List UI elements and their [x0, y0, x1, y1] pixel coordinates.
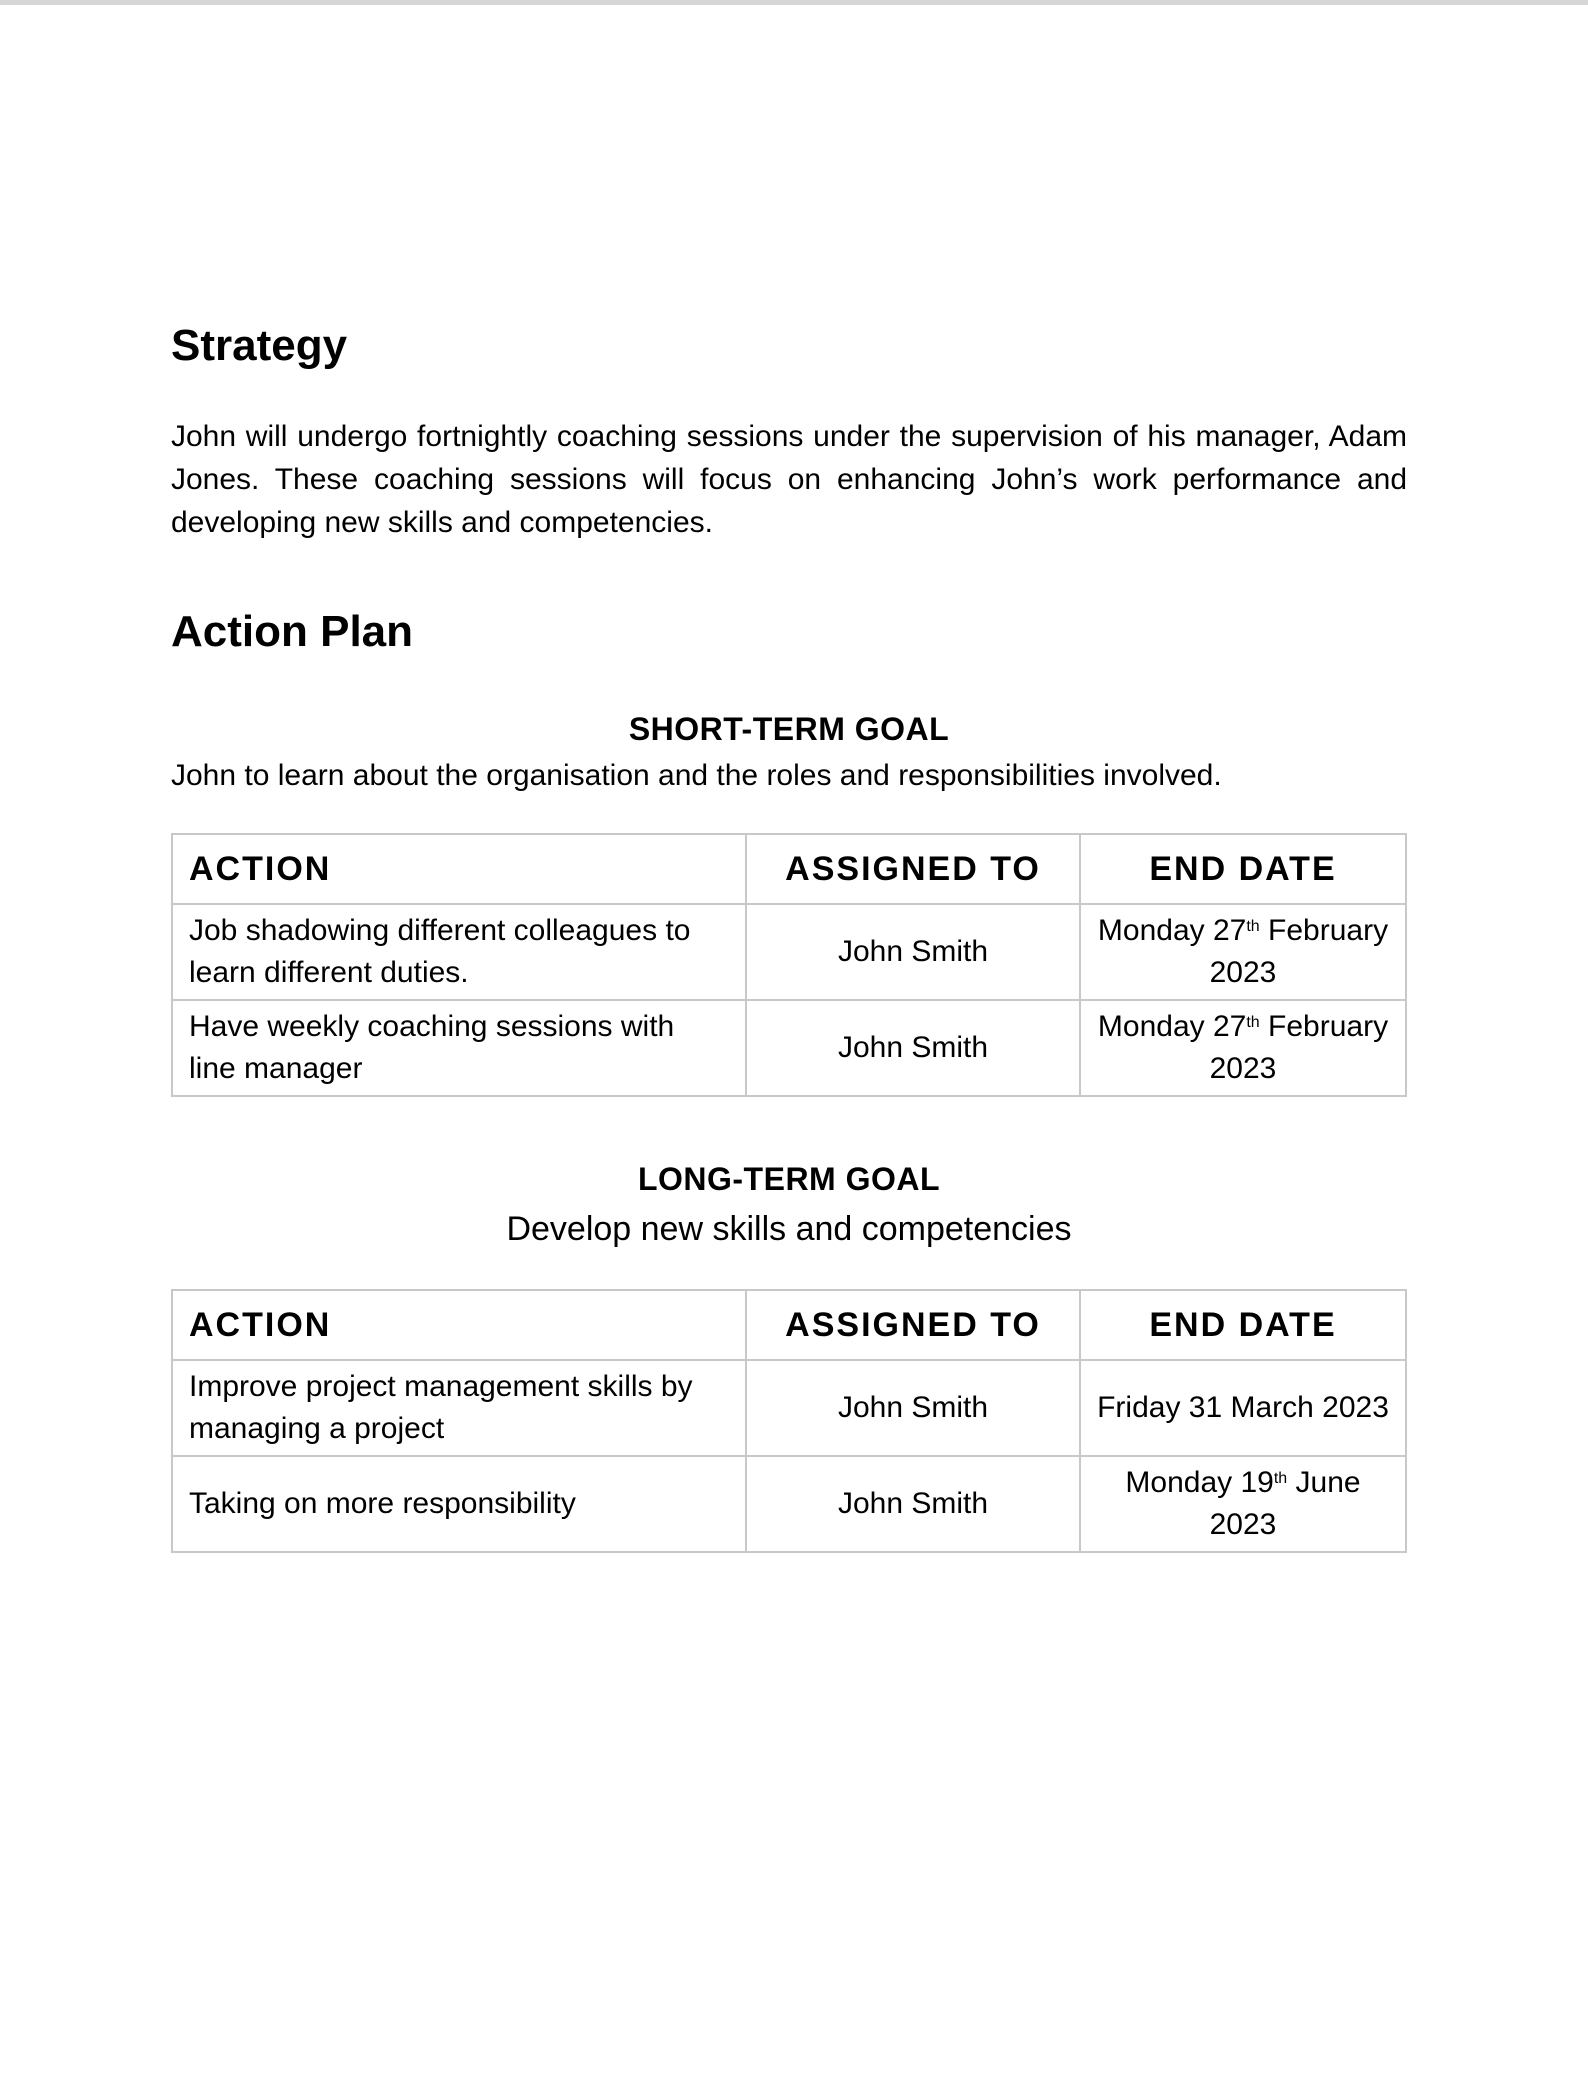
assigned-to-cell: John Smith	[746, 1360, 1080, 1456]
end-date-cell	[1080, 1456, 1406, 1552]
table-row	[172, 1000, 1406, 1096]
table-row	[172, 1456, 1406, 1552]
action-cell: Improve project management skills by managing a project	[172, 1360, 746, 1456]
action-plan-heading: Action Plan	[171, 606, 414, 656]
end-date-main: Monday 27	[1097, 1010, 1247, 1044]
table-header-row	[172, 1290, 1406, 1360]
end-date-rest: June 2023	[1209, 1465, 1361, 1541]
assigned-to-cell: John Smith	[746, 1456, 1080, 1552]
strategy-paragraph: John will undergo fortnightly coaching sessions under the supervision of his manager, Adam Jones. These coaching sessions will focus on enhancing John’s work performance and developing new skills and competencies.	[171, 419, 1407, 539]
action-cell: Taking on more responsibility	[172, 1456, 746, 1552]
column-header-end-date: END DATE	[1080, 834, 1406, 904]
end-date-ordinal: th	[1273, 1469, 1288, 1487]
end-date-ordinal: th	[1246, 1014, 1260, 1032]
end-date-cell	[1080, 1000, 1406, 1096]
action-cell: Job shadowing different colleagues to learn different duties.	[172, 904, 746, 1000]
table-row	[172, 1360, 1406, 1456]
short-term-action-table	[171, 833, 1407, 1097]
table-row	[172, 904, 1406, 1000]
page-top-edge	[0, 0, 1588, 5]
end-date-rest: February 2023	[1209, 914, 1389, 990]
end-date-rest: February 2023	[1209, 1010, 1389, 1086]
short-term-goal-description: John to learn about the organisation and the roles and responsibilities involved.	[171, 759, 1222, 793]
column-header-action: ACTION	[172, 1290, 746, 1360]
end-date-cell	[1080, 904, 1406, 1000]
long-term-action-table	[171, 1289, 1407, 1553]
end-date-cell	[1080, 1360, 1406, 1456]
column-header-end-date: END DATE	[1080, 1290, 1406, 1360]
long-term-goal-description: Develop new skills and competencies	[506, 1209, 1072, 1248]
column-header-action: ACTION	[172, 834, 746, 904]
long-term-goal-title: LONG-TERM GOAL	[637, 1161, 941, 1198]
assigned-to-cell: John Smith	[746, 1000, 1080, 1096]
column-header-assigned-to: ASSIGNED TO	[746, 1290, 1080, 1360]
strategy-heading: Strategy	[171, 321, 348, 370]
table-header-row	[172, 834, 1406, 904]
column-header-assigned-to: ASSIGNED TO	[746, 834, 1080, 904]
end-date-main: Friday 31 March 2023	[1097, 1390, 1389, 1424]
end-date-ordinal: th	[1246, 918, 1260, 936]
assigned-to-cell: John Smith	[746, 904, 1080, 1000]
action-cell: Have weekly coaching sessions with line manager	[172, 1000, 746, 1096]
end-date-main: Monday 19	[1125, 1465, 1274, 1499]
end-date-main: Monday 27	[1097, 914, 1247, 948]
document-page	[171, 320, 1407, 1553]
short-term-goal-title: SHORT-TERM GOAL	[628, 710, 950, 747]
